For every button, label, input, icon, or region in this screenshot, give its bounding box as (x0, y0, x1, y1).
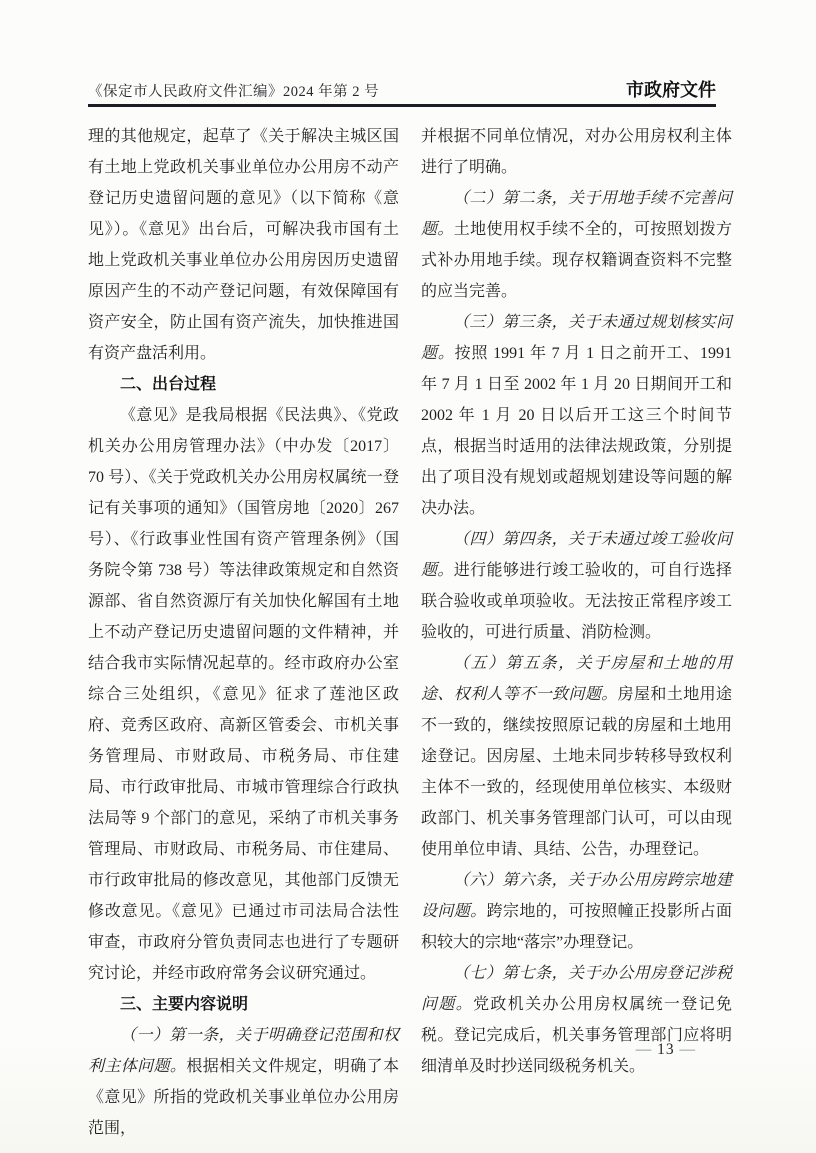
item-lead: （四）第四条，关于未通过竣工验收问题。 (421, 531, 732, 579)
paragraph-text: 房屋和土地用途不一致的，继续按照原记载的房屋和土地用途登记。因房屋、土地未同步转移导致权利主体不一致的，经现使用单位核实、本级财政部门、机关事务管理部门认可，可以由现使用单位申请、具结、公告，办理登记。 (421, 686, 732, 858)
item-paragraph (88, 1020, 399, 1144)
page-number-dash-left: — (635, 1041, 653, 1058)
text-column-left (88, 121, 399, 1144)
item-paragraph (421, 865, 732, 958)
document-category-label: 市政府文件 (626, 80, 716, 100)
paragraph-text: 并根据不同单位情况，对办公用房权利主体进行了明确。 (421, 128, 732, 176)
paragraph-text: 根据相关文件规定，明确了本《意见》所指的党政机关事业单位办公用房范围， (88, 1058, 399, 1137)
item-lead: （一）第一条，关于明确登记范围和权利主体问题。 (88, 1027, 399, 1075)
page-footer (88, 1041, 716, 1059)
text-column-right (421, 121, 732, 1144)
item-paragraph (421, 524, 732, 648)
compilation-title: 《保定市人民政府文件汇编》2024 年第 2 号 (88, 84, 380, 100)
body-paragraph (421, 121, 732, 183)
item-lead: （二）第二条，关于用地手续不完善问题。 (421, 190, 732, 238)
body-paragraph (88, 121, 399, 369)
paragraph-text: 党政机关办公用房权属统一登记免税。登记完成后，机关事务管理部门应将明细清单及时抄送同级税务机关。 (421, 996, 732, 1075)
item-paragraph (421, 958, 732, 1082)
section-heading: 二、出台过程 (120, 376, 217, 393)
page-number-dash-right: — (679, 1041, 696, 1058)
body-paragraph (88, 400, 399, 989)
item-lead: （七）第七条，关于办公用房登记涉税问题。 (421, 965, 732, 1013)
text-columns (88, 121, 732, 1144)
paragraph-text: 《意见》是我局根据《民法典》、《党政机关办公用房管理办法》（中办发〔2017〕70 号）、《关于党政机关办公用房权属统一登记有关事项的通知》（国管房地〔2020〕267 号）、《行政事业性国有资产管理条例》（国务院令第 738 号）等法律政策规定和自然资源部、省自然资源厅有关加快化解国有土地上不动产登记历史遗留问题的文件精神，并结合我市实际情况起草的。经市政府办公室综合三处组织，《意见》征求了莲池区政府、竞秀区政府、高新区管委会、市机关事务管理局、市财政局、市税务局、市住建局、市行政审批局、市城市管理综合行政执法局等 9 个部门的意见，采纳了市机关事务管理局、市财政局、市税务局、市住建局、市行政审批局的修改意见，其他部门反馈无修改意见。《意见》已通过市司法局合法性审查，市政府分管负责同志也进行了专题研究讨论，并经市政府常务会议研究通过。 (88, 407, 399, 982)
page-number: 13 (657, 1041, 675, 1058)
item-paragraph (421, 307, 732, 524)
item-lead: （三）第三条，关于未通过规划核实问题。 (421, 314, 732, 362)
item-paragraph (421, 648, 732, 865)
paragraph-text: 跨宗地的，可按照幢正投影所占面积较大的宗地“落宗”办理登记。 (421, 903, 732, 951)
page-header (88, 76, 716, 102)
paragraph-text: 土地使用权手续不全的，可按照划拨方式补办用地手续。现存权籍调查资料不完整的应当完善。 (421, 221, 732, 300)
item-paragraph (421, 183, 732, 307)
paragraph-text: 理的其他规定，起草了《关于解决主城区国有土地上党政机关事业单位办公用房不动产登记历史遗留问题的意见》（以下简称《意见》）。《意见》出台后，可解决我市国有土地上党政机关事业单位办公用房因历史遗留原因产生的不动产登记问题，有效保障国有资产安全，防止国有资产流失，加快推进国有资产盘活利用。 (88, 128, 399, 362)
section-heading: 三、主要内容说明 (120, 996, 249, 1013)
paragraph-text: 进行能够进行竣工验收的，可自行选择联合验收或单项验收。无法按正常程序竣工验收的，可进行质量、消防检测。 (421, 562, 732, 641)
header-rule (88, 104, 716, 107)
item-lead: （六）第六条，关于办公用房跨宗地建设问题。 (421, 872, 732, 920)
item-lead: （五）第五条，关于房屋和土地的用途、权利人等不一致问题。 (421, 655, 732, 703)
paragraph-text: 按照 1991 年 7 月 1 日之前开工、1991 年 7 月 1 日至 2002 年 1 月 20 日期间开工和 2002 年 1 月 20 日以后开工这三个时间节点，根据当时适用的法律法规政策，分别提出了项目没有规划或超规划建设等问题的解决办法。 (421, 345, 732, 517)
